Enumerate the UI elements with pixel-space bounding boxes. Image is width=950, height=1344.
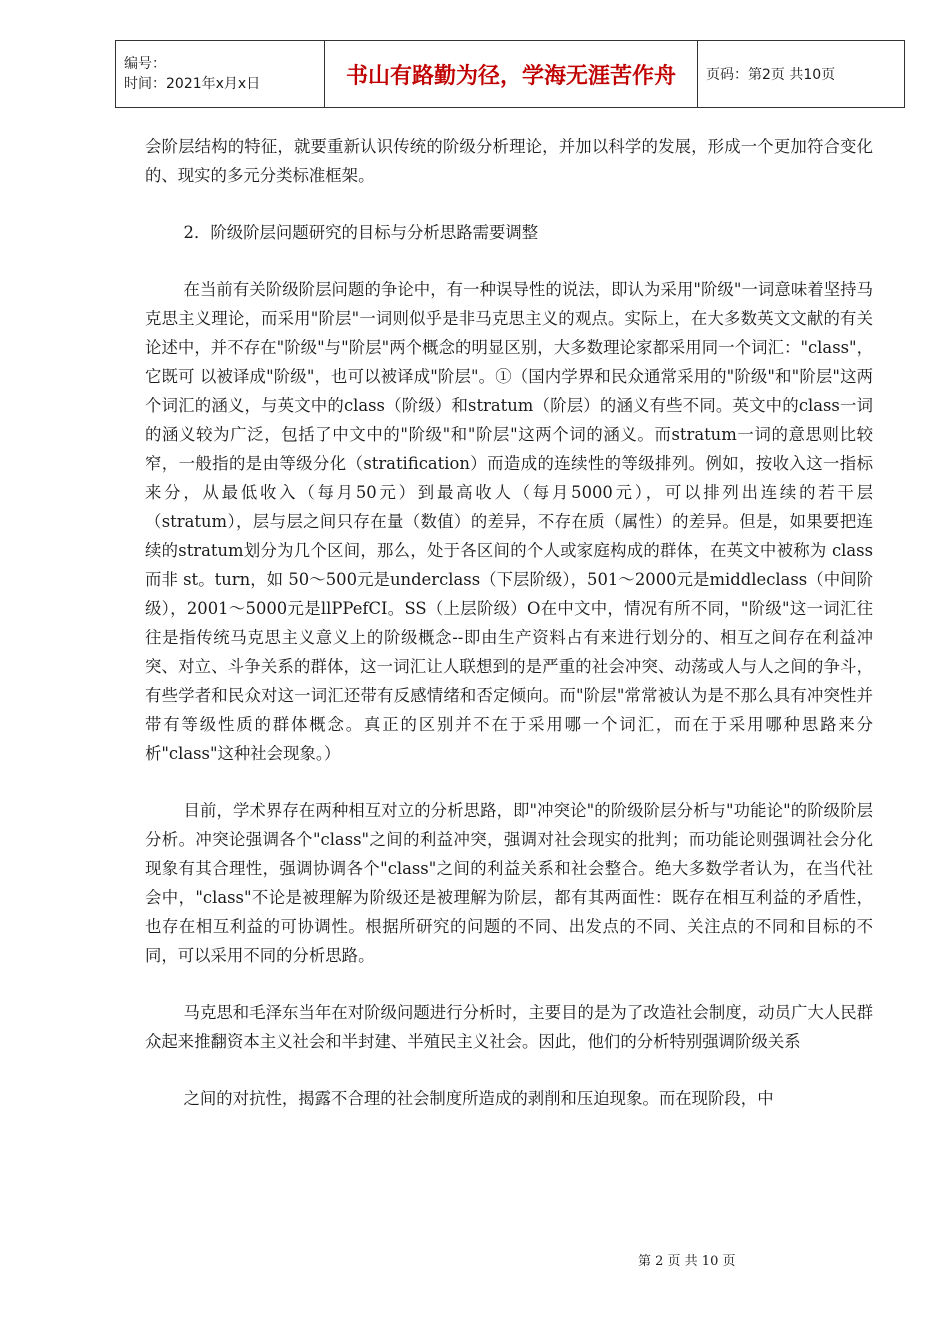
paragraph-continuation: 会阶层结构的特征，就要重新认识传统的阶级分析理论，并加以科学的发展，形成一个更加符合变化的、现实的多元分类标准框架。	[145, 137, 873, 185]
header-page-label: 页码：第2页 共10页	[698, 41, 905, 108]
section-heading: 2．阶级阶层问题研究的目标与分析思路需要调整	[183, 223, 539, 242]
paragraph: 在当前有关阶级阶层问题的争论中，有一种误导性的说法，即认为采用"阶级"一词意味着坚持马克思主义理论，而采用"阶层"一词则似乎是非马克思主义的观点。实际上，在大多数英文文献的有关论述中，并不存在"阶级"与"阶层"两个概念的明显区别，大多数理论家都采用同一个词汇："class"，它既可 以被译成"阶级"，也可以被译成"阶层"。①（国内学界和民众通常采用的"阶级"和"阶层"这两个词汇的涵义，与英文中的class（阶级）和stratum（阶层）的涵义有些不同。英文中的class一词的涵义较为广泛，包括了中文中的"阶级"和"阶层"这两个词的涵义。而stratum一词的意思则比较窄，一般指的是由等级分化（stratification）而造成的连续性的等级排列。例如，按收入这一指标来分，从最低收入（每月50元）到最高收人（每月5000元），可以排列出连续的若干层（stratum），层与层之间只存在量（数值）的差异，不存在质（属性）的差异。但是，如果要把连续的stratum划分为几个区间，那么，处于各区间的个人或家庭构成的群体，在英文中被称为 class而非 st。turn，如 50～500元是underclass（下层阶级），501～2000元是middleclass（中间阶级），2001～5000元是llPPefCI。SS（上层阶级）O在中文中，情况有所不同，"阶级"这一词汇往往是指传统马克思主义意义上的阶级概念--即由生产资料占有来进行划分的、相互之间存在利益冲突、对立、斗争关系的群体，这一词汇让人联想到的是严重的社会冲突、动荡或人与人之间的争斗，有些学者和民众对这一词汇还带有反感情绪和否定倾向。而"阶层"常常被认为是不那么具有冲突性并带有等级性质的群体概念。真正的区别并不在于采用哪一个词汇，而在于采用哪种思路来分析"class"这种社会现象。）	[145, 280, 873, 763]
header-info-cell	[116, 41, 325, 108]
document-header	[115, 40, 905, 108]
paragraph: 马克思和毛泽东当年在对阶级问题进行分析时，主要目的是为了改造社会制度，动员广大人民群众起来推翻资本主义社会和半封建、半殖民主义社会。因此，他们的分析特别强调阶级关系	[145, 1003, 873, 1051]
paragraph: 目前，学术界存在两种相互对立的分析思路，即"冲突论"的阶级阶层分析与"功能论"的阶级阶层分析。冲突论强调各个"class"之间的利益冲突，强调对社会现实的批判；而功能论则强调社会分化现象有其合理性，强调协调各个"class"之间的利益关系和社会整合。绝大多数学者认为，在当代社会中，"class"不论是被理解为阶级还是被理解为阶层，都有其两面性：既存在相互利益的矛盾性，也存在相互利益的可协调性。根据所研究的问题的不同、出发点的不同、关注点的不同和目标的不同，可以采用不同的分析思路。	[145, 801, 873, 965]
footer-page-number: 第 2 页 共 10 页	[638, 1254, 736, 1269]
document-number-label: 编号：	[124, 56, 166, 72]
document-body	[145, 132, 873, 1113]
paragraph: 之间的对抗性，揭露不合理的社会制度所造成的剥削和压迫现象。而在现阶段，中	[183, 1089, 774, 1108]
header-motto: 书山有路勤为径，学海无涯苦作舟	[325, 41, 698, 108]
document-time-label: 时间：2021年x月x日	[124, 76, 261, 92]
